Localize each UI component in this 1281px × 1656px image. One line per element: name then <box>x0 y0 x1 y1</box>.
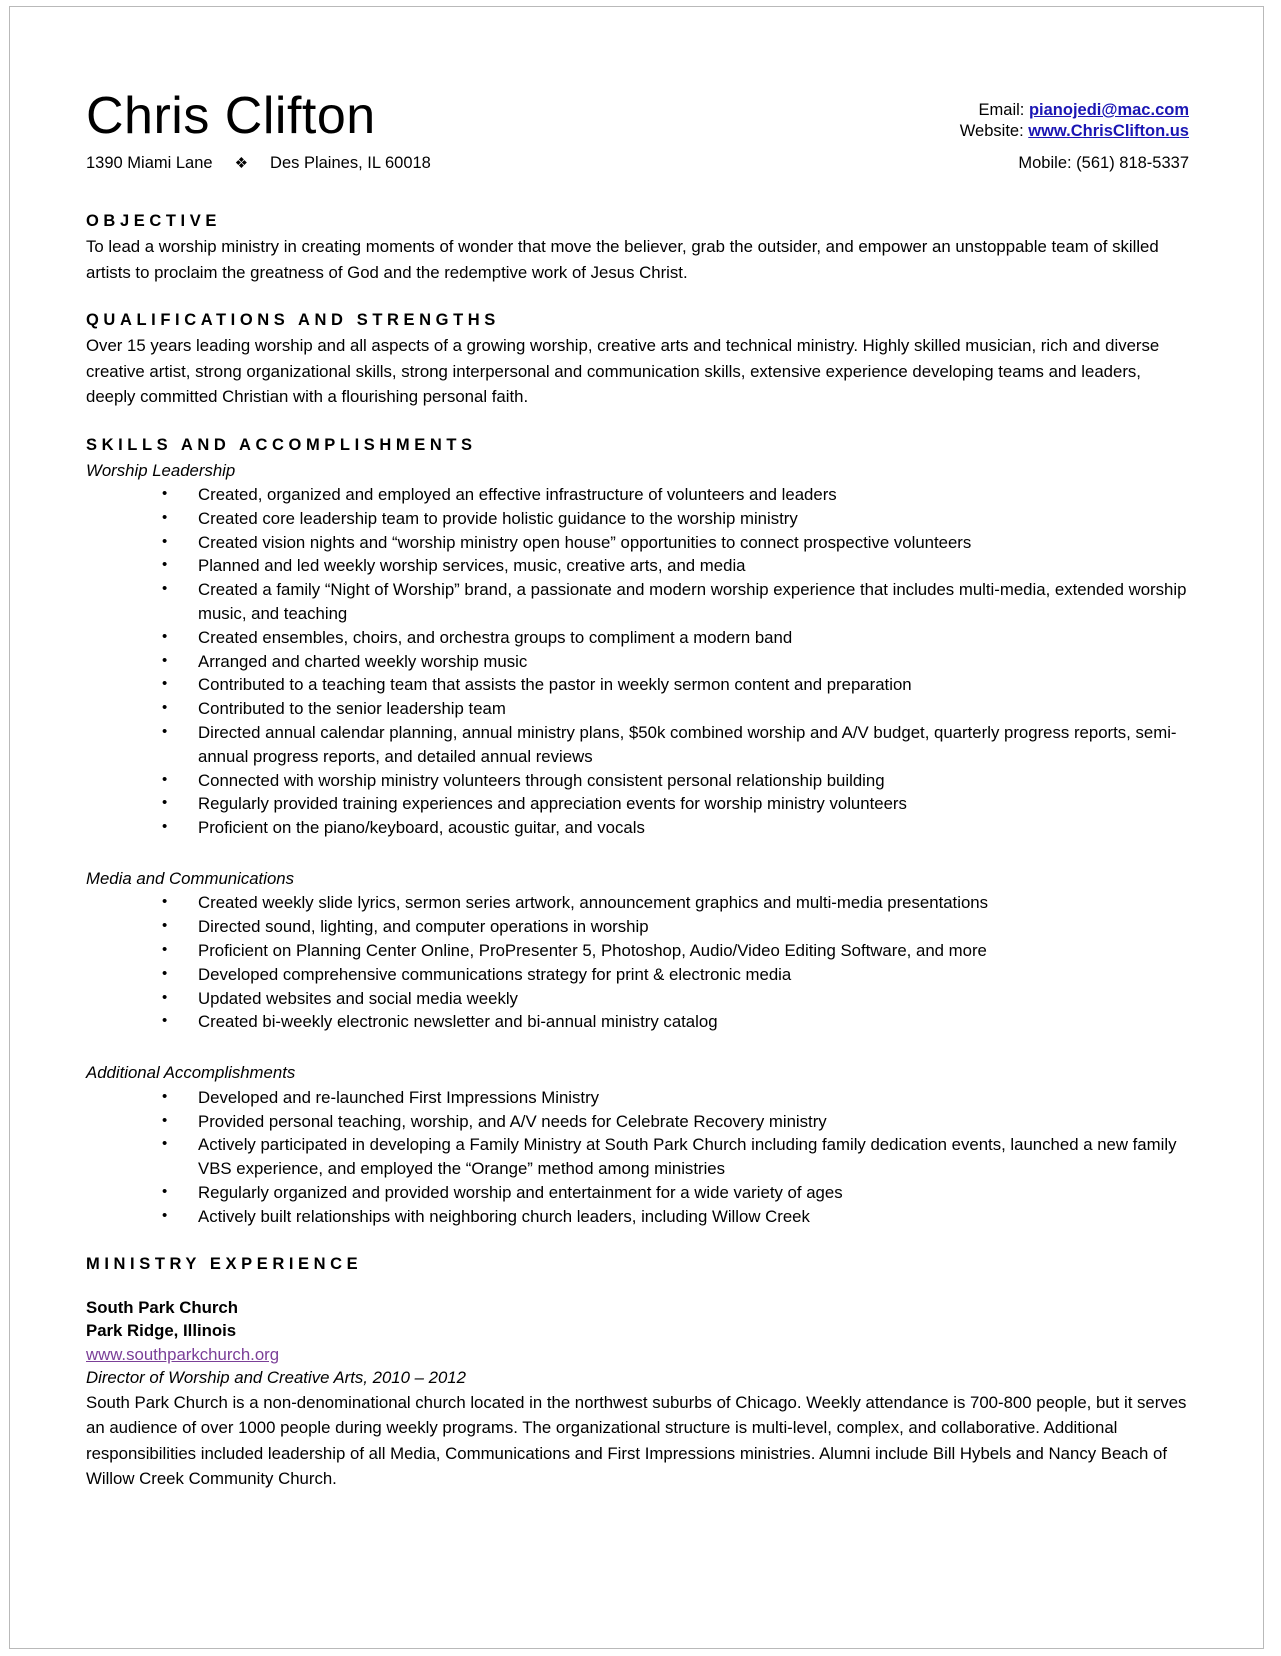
section-heading-skills: SKILLS AND ACCOMPLISHMENTS <box>86 435 477 454</box>
experience-location: Park Ridge, Illinois <box>86 1321 237 1341</box>
list-item: • Created vision nights and “worship ministry open house” opportunities to connect prospective volunteers <box>86 531 1189 555</box>
experience-job-title: Director of Worship and Creative Arts, 2010 – 2012 <box>86 1368 466 1388</box>
candidate-name: Chris Clifton <box>86 87 376 145</box>
subheading-additional-accomplishments: Additional Accomplishments <box>86 1063 296 1083</box>
bullet-list-additional-accomplishments <box>86 1086 1189 1229</box>
subheading-worship-leadership: Worship Leadership <box>86 460 236 480</box>
list-item: • Contributed to a teaching team that assists the pastor in weekly sermon content and preparation <box>86 673 1189 697</box>
list-item: • Created weekly slide lyrics, sermon series artwork, announcement graphics and multi-media presentations <box>86 891 1189 915</box>
bullet-list-media-communications <box>86 891 1189 1034</box>
website-label: Website: <box>959 122 1024 140</box>
objective-text: To lead a worship ministry in creating moments of wonder that move the believer, grab the outsider, and empower an unstoppable team of skilled artists to proclaim the greatness of God and the redemptive work of Jesus Christ. <box>86 237 1159 282</box>
list-item: • Connected with worship ministry volunteers through consistent personal relationship building <box>86 769 1189 793</box>
list-item: • Developed comprehensive communications strategy for print & electronic media <box>86 963 1189 987</box>
list-item: • Developed and re-launched First Impressions Ministry <box>86 1086 1189 1110</box>
list-item: • Provided personal teaching, worship, and A/V needs for Celebrate Recovery ministry <box>86 1110 1189 1134</box>
list-item: • Actively participated in developing a Family Ministry at South Park Church including family dedication events, launched a new family VBS experience, and employed the “Orange” method among ministries <box>86 1133 1189 1181</box>
bullet-list-worship-leadership <box>86 483 1189 840</box>
experience-url-link[interactable]: www.southparkchurch.org <box>86 1344 280 1364</box>
section-heading-ministry-experience: MINISTRY EXPERIENCE <box>86 1254 363 1273</box>
list-item: • Contributed to the senior leadership team <box>86 697 1189 721</box>
list-item: • Planned and led weekly worship services, music, creative arts, and media <box>86 554 1189 578</box>
website-link[interactable]: www.ChrisClifton.us <box>1028 122 1189 140</box>
list-item: • Regularly organized and provided worship and entertainment for a wide variety of ages <box>86 1181 1189 1205</box>
email-line <box>960 100 1189 121</box>
list-item: • Created bi-weekly electronic newsletter and bi-annual ministry catalog <box>86 1010 1189 1034</box>
list-item: • Directed sound, lighting, and computer operations in worship <box>86 915 1189 939</box>
list-item: • Created, organized and employed an effective infrastructure of volunteers and leaders <box>86 483 1189 507</box>
list-item: • Created core leadership team to provide holistic guidance to the worship ministry <box>86 507 1189 531</box>
diamond-separator-icon: ❖ <box>234 155 249 172</box>
list-item: • Arranged and charted weekly worship music <box>86 650 1189 674</box>
street-address: 1390 Miami Lane <box>86 154 213 172</box>
email-label: Email: <box>978 101 1025 119</box>
list-item: • Updated websites and social media weekly <box>86 987 1189 1011</box>
contact-block <box>960 100 1189 142</box>
list-item: • Created ensembles, choirs, and orchestra groups to compliment a modern band <box>86 626 1189 650</box>
list-item: • Proficient on Planning Center Online, ProPresenter 5, Photoshop, Audio/Video Editing Software, and more <box>86 939 1189 963</box>
experience-entry <box>86 1296 1189 1492</box>
section-heading-objective: OBJECTIVE <box>86 212 221 230</box>
list-item: • Created a family “Night of Worship” brand, a passionate and modern worship experience that includes multi-media, extended worship music, and teaching <box>86 578 1189 626</box>
list-item: • Proficient on the piano/keyboard, acoustic guitar, and vocals <box>86 816 1189 840</box>
mobile-phone: Mobile: (561) 818-5337 <box>1018 154 1189 172</box>
experience-description: South Park Church is a non-denominational church located in the northwest suburbs of Chicago. Weekly attendance is 700-800 people, but it serves an audience of over 1000 people during weekly programs. The organizational structure is multi-level, complex, and collaborative. Additional responsibilities included leadership of all Media, Communications and First Impressions ministries. Alumni include Bill Hybels and Nancy Beach of Willow Creek Community Church. <box>86 1392 1187 1489</box>
list-item: • Directed annual calendar planning, annual ministry plans, $50k combined worship and A/V budget, quarterly progress reports, semi-annual progress reports, and detailed annual reviews <box>86 721 1189 769</box>
city-state-zip: Des Plaines, IL 60018 <box>270 154 431 172</box>
subheading-media-communications: Media and Communications <box>86 868 295 888</box>
list-item: • Actively built relationships with neighboring church leaders, including Willow Creek <box>86 1205 1189 1229</box>
section-heading-qualifications: QUALIFICATIONS AND STRENGTHS <box>86 311 500 329</box>
list-item: • Regularly provided training experiences and appreciation events for worship ministry volunteers <box>86 792 1189 816</box>
experience-organization: South Park Church <box>86 1297 238 1317</box>
email-link[interactable]: pianojedi@mac.com <box>1028 101 1189 119</box>
qualifications-text: Over 15 years leading worship and all aspects of a growing worship, creative arts and technical ministry. Highly skilled musician, rich and diverse creative artist, strong organizational skills, strong interpersonal and communication skills, extensive experience developing teams and leaders, deeply committed Christian with a flourishing personal faith. <box>86 336 1160 406</box>
website-line <box>960 121 1189 142</box>
address-left <box>86 154 431 173</box>
resume-header <box>86 78 1189 190</box>
